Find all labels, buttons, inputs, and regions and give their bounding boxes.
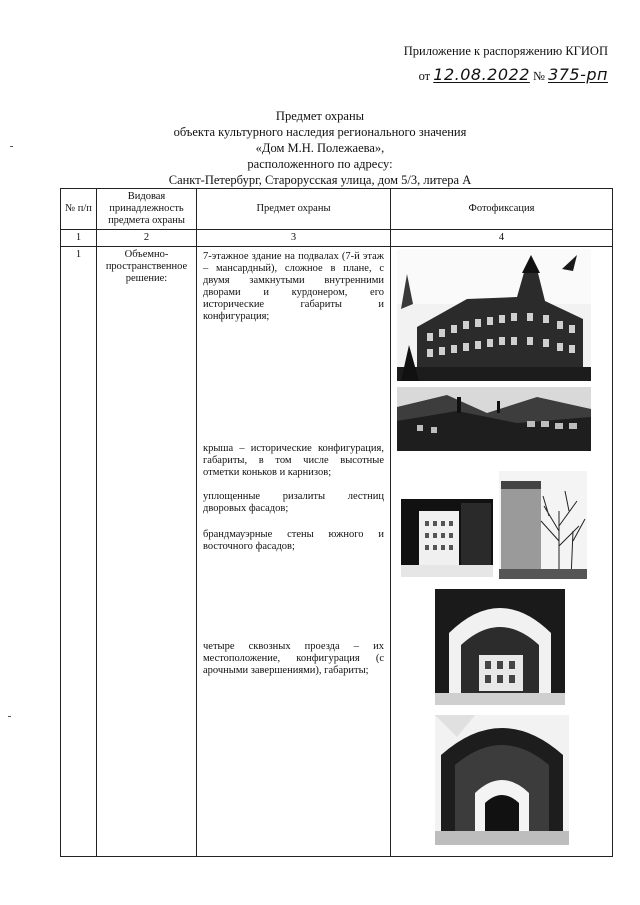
index-3: 3 [197,230,391,247]
row-kind: Объемно-пространственное решение: [97,247,197,857]
index-1: 1 [61,230,97,247]
handwritten-date: 12.08.2022 [433,65,530,84]
title-line-2: объекта культурного наследия регионального значения [173,125,467,139]
title-line-5: Санкт-Петербург, Старорусская улица, дом 5/3, литера А [168,173,472,187]
header-photo: Фотофиксация [391,189,613,230]
header-number: № п/п [61,189,97,230]
date-prefix: от [418,69,431,83]
title-line-1: Предмет охраны [275,109,365,123]
passage-arch-photo-2 [435,715,569,845]
table-row [61,247,613,857]
row-subject-cell [197,247,391,857]
title-line-4: расположенного по адресу: [247,157,393,171]
subject-item-firewalls: брандмауэрные стены южного и восточного фасадов; [203,529,384,552]
subject-item-risalits: уплощенные ризалиты лестниц дворовых фасадов; [203,491,384,514]
subject-item-roof: крыша – исторические конфигурация, габариты, в том числе высотные отметки коньков и карнизов; [203,443,384,478]
row-number: 1 [61,247,97,857]
index-2: 2 [97,230,197,247]
handwritten-number: 375-рп [548,65,608,84]
appendix-reference [404,44,608,84]
document-title [0,108,640,188]
scan-mark [10,146,13,147]
table-header-row [61,189,613,230]
firewall-south-photo [401,499,493,577]
title-line-3: «Дом М.Н. Полежаева», [255,141,385,155]
subject-item-building: 7-этажное здание на подвалах (7-й этаж – мансардный), сложное в плане, с двумя замкнутыми внутренними дворами и курдонером, его исторические габариты и конфигурация; [203,251,384,322]
protection-table [60,188,613,857]
roof-photo [397,387,591,451]
number-prefix: № [533,69,545,83]
header-subject: Предмет охраны [197,189,391,230]
index-4: 4 [391,230,613,247]
header-kind: Видовая принадлежность предмета охраны [97,189,197,230]
appendix-date-number [404,65,608,84]
row-photo-cell [391,247,613,857]
passage-arch-photo-1 [435,589,565,705]
scan-mark [8,716,11,717]
appendix-text: Приложение к распоряжению КГИОП [403,44,608,58]
building-exterior-photo [397,249,591,381]
firewall-east-photo [499,471,587,579]
table-index-row [61,230,613,247]
subject-item-passages: четыре сквозных проезда – их местоположение, конфигурация (с арочными завершениями), габариты; [203,641,384,676]
